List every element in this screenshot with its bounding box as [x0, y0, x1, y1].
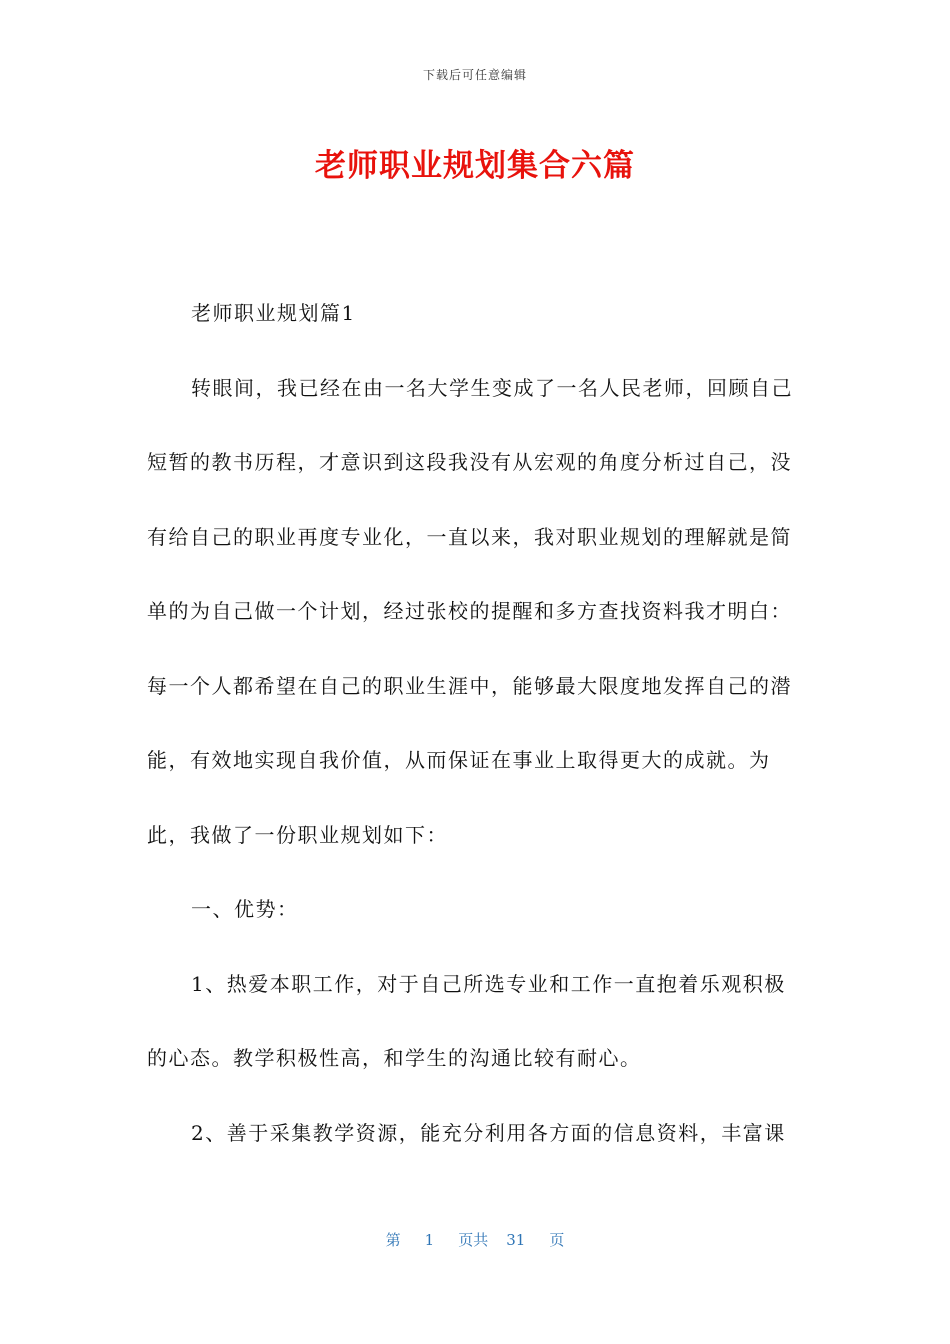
page-footer	[0, 1229, 950, 1250]
current-page-number: 1	[424, 1231, 435, 1249]
document-title: 老师职业规划集合六篇	[315, 148, 635, 184]
document-body	[147, 276, 807, 1170]
paragraph: 转眼间，我已经在由一名大学生变成了一名人民老师，回顾自己短暂的教书历程，才意识到这段我没有从宏观的角度分析过自己，没有给自己的职业再度专业化，一直以来，我对职业规划的理解就是简单的为自己做一个计划，经过张校的提醒和多方查找资料我才明白：每一个人都希望在自己的职业生涯中，能够最大限度地发挥自己的潜能，有效地实现自我价值，从而保证在事业上取得更大的成就。为此，我做了一份职业规划如下：	[147, 375, 793, 847]
page-label-prefix: 第	[385, 1231, 401, 1249]
header-note: 下载后可任意编辑	[422, 68, 527, 82]
total-pages-number: 31	[506, 1231, 526, 1249]
paragraph: 一、优势：	[191, 897, 299, 921]
paragraph: 2、善于采集教学资源，能充分利用各方面的信息资料，丰富课	[191, 1120, 786, 1145]
page-label-suffix: 页	[549, 1231, 565, 1249]
paragraph: 1、热爱本职工作，对于自己所选专业和工作一直抱着乐观积极的心态。教学积极性高，和学生的沟通比较有耐心。	[147, 971, 786, 1070]
page-label-mid: 页共	[458, 1231, 489, 1249]
section-heading: 老师职业规划篇1	[191, 301, 356, 325]
